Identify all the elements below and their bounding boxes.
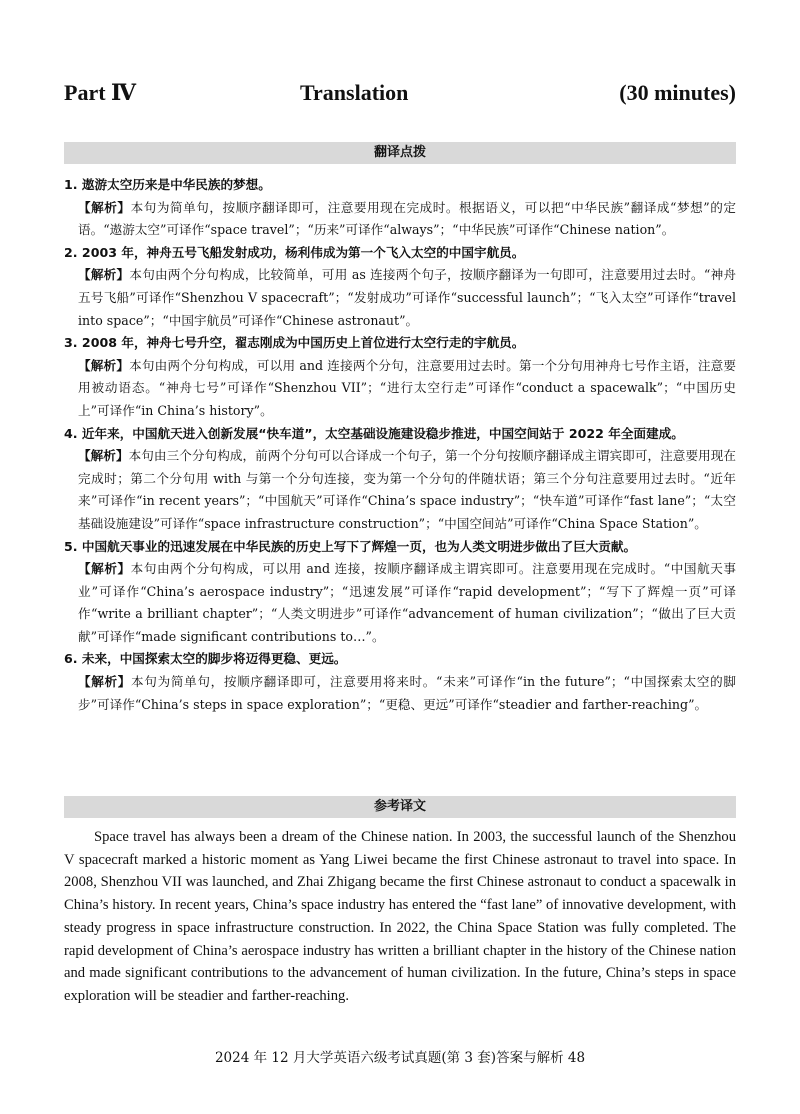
translation-tips bbox=[64, 174, 736, 716]
analysis-tag: 【解析】 bbox=[78, 199, 131, 215]
source-sentence: 3. 2008 年，神舟七号升空，翟志刚成为中国历史上首位进行太空行走的宇航员。 bbox=[64, 335, 525, 351]
tips-heading: 翻译点拨 bbox=[64, 142, 736, 164]
analysis-text: 本句由两个分句构成，可以用 and 连接两个分句，注意要用过去时。第一个分句用神舟七号作主语，注意要用被动语态。“神舟七号”可译作“Shenzhou VII”；“进行太空行走”可译作“conduct a spacewalk”；“中国历史上”可译作“in China’s history”。 bbox=[78, 357, 737, 418]
page-footer: 2024 年 12 月大学英语六级考试真题(第 3 套)答案与解析 48 bbox=[214, 1050, 586, 1066]
analysis bbox=[64, 264, 736, 332]
source-sentence: 6. 未来，中国探索太空的脚步将迈得更稳、更远。 bbox=[64, 651, 347, 667]
part-label: Part Ⅳ bbox=[64, 80, 136, 105]
tip-item-2 bbox=[64, 242, 736, 332]
analysis-text: 本句由两个分句构成，比较简单，可用 as 连接两个句子，按顺序翻译为一句即可，注意要用过去时。“神舟五号飞船”可译作“Shenzhou V spacecraft”；“发射成功”可译作“successful launch”；“飞入太空”可译作“travel into space”；“中国宇航员”可译作“Chinese astronaut”。 bbox=[78, 267, 736, 328]
source-sentence: 2. 2003 年，神舟五号飞船发射成功，杨利伟成为第一个飞入太空的中国宇航员。 bbox=[64, 244, 525, 260]
analysis-tag: 【解析】 bbox=[78, 267, 130, 283]
reference-translation: Space travel has always been a dream of the Chinese nation. In 2003, the successful launch of the Shenzhou V spacecraft marked a historic moment as Yang Liwei became the first Chinese astronaut to travel into space. In 2008, Shenzhou VII was launched, and Zhai Zhigang became the first Chinese astronaut to conduct a spacewalk in China’s history. In recent years, China’s space industry has entered the “fast lane” of innovative development, with steady progress in space infrastructure construction. In 2022, the China Space Station was fully completed. The rapid development of China’s aerospace industry has written a brilliant chapter in the history of the Chinese nation and made significant contributions to the advancement of human civilization. In the future, China’s steps in space exploration will be steadier and farther-reaching. bbox=[64, 829, 736, 1004]
analysis bbox=[64, 445, 736, 535]
analysis-text: 本句由两个分句构成，可以用 and 连接，按顺序翻译成主谓宾即可。注意要用现在完成时。“中国航天事业”可译作“China’s aerospace industry”；“迅速发展”可译作“rapid development”；“写下了辉煌一页”可译作“write a brilliant chapter”；“人类文明进步”可译作“advancement of human civilization”；“做出了巨大贡献”可译作“made significant contributions to…”。 bbox=[78, 561, 736, 644]
tip-item-5 bbox=[64, 536, 736, 649]
analysis-text: 本句为简单句，按顺序翻译即可，注意要用将来时。“未来”可译作“in the future”；“中国探索太空的脚步”可译作“China’s steps in space exploration”；“更稳、更远”可译作“steadier and farther-reaching”。 bbox=[78, 674, 736, 712]
section-title: Translation bbox=[300, 80, 409, 105]
analysis bbox=[64, 355, 736, 423]
tip-item-6 bbox=[64, 648, 736, 716]
analysis bbox=[64, 558, 736, 648]
page-header bbox=[64, 80, 736, 114]
source-sentence: 1. 遨游太空历来是中华民族的梦想。 bbox=[64, 177, 271, 192]
source-sentence: 4. 近年来，中国航天进入创新发展“快车道”，太空基础设施建设稳步推进，中国空间站于 2022 年全面建成。 bbox=[64, 425, 684, 441]
tip-item-3 bbox=[64, 332, 736, 422]
analysis bbox=[64, 671, 736, 716]
tip-item-4 bbox=[64, 423, 736, 536]
reference-heading: 参考译文 bbox=[64, 796, 736, 818]
analysis-tag: 【解析】 bbox=[78, 357, 130, 373]
time-limit: (30 minutes) bbox=[619, 80, 736, 105]
source-sentence: 5. 中国航天事业的迅速发展在中华民族的历史上写下了辉煌一页，也为人类文明进步做出了巨大贡献。 bbox=[64, 538, 637, 554]
analysis-tag: 【解析】 bbox=[78, 561, 131, 577]
analysis-text: 本句为简单句，按顺序翻译即可，注意要用现在完成时。根据语义，可以把“中华民族”翻译成“梦想”的定语。“遨游太空”可译作“space travel”；“历来”可译作“always”；“中华民族”可译作“Chinese nation”。 bbox=[78, 199, 736, 238]
analysis bbox=[64, 197, 736, 242]
analysis-tag: 【解析】 bbox=[78, 448, 129, 464]
analysis-tag: 【解析】 bbox=[78, 674, 132, 690]
tip-item-1 bbox=[64, 174, 736, 242]
analysis-text: 本句由三个分句构成，前两个分句可以合译成一个句子，第一个分句按顺序翻译成主谓宾即可，注意要用现在完成时；第二个分句用 with 与第一个分句连接，变为第一个分句的伴随状语；第三个分句注意要用过去时。“近年来”可译作“in recent years”；“中国航天”可译作“China’s space industry”；“快车道”可译作“fast lane”；“太空基础设施建设”可译作“space infrastructure construction”；“中国空间站”可译作“China Space Station”。 bbox=[78, 448, 737, 531]
